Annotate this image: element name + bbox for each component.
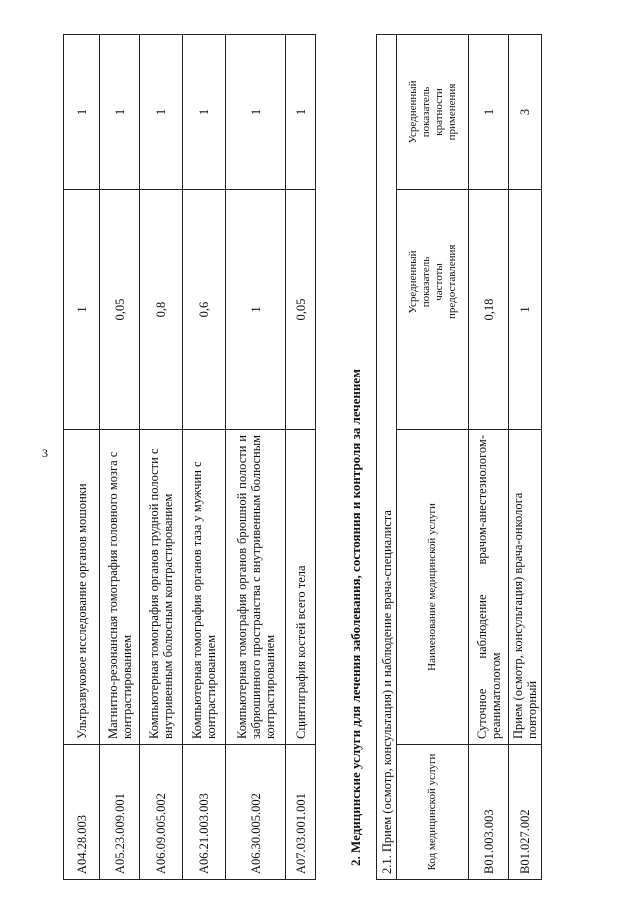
frequency-value: 0,18 [469, 190, 509, 430]
service-code: A06.30.005.002 [226, 745, 286, 880]
multiplicity-value: 1 [100, 35, 140, 190]
frequency-value: 0,8 [140, 190, 183, 430]
table-row [469, 34, 509, 879]
table-row [64, 35, 100, 880]
service-name: Компьютерная томография органов брюшной полости и забрюшинного пространства с внутривенным болюсным контрастированием [226, 430, 286, 745]
service-name: Компьютерная томография органов грудной полости с внутривенным болюсным контрастированием [140, 430, 183, 745]
frequency-value: 0,05 [100, 190, 140, 430]
service-name: Сцинтиграфия костей всего тела [286, 430, 316, 745]
service-name: Ультразвуковое исследование органов мошонки [64, 430, 100, 745]
services-table-2 [376, 34, 542, 880]
subsection-title: 2.1. Прием (осмотр, консультация) и наблюдение врача-специалиста [377, 34, 397, 879]
service-code: B01.027.002 [509, 745, 542, 880]
service-code: A06.21.003.003 [183, 745, 226, 880]
section-title: 2. Медицинские услуги для лечения заболевания, состояния и контроля за лечением [348, 368, 363, 866]
name-part: Суточное [474, 688, 489, 739]
header-name: Наименование медицинской услуги [397, 430, 469, 745]
rotated-content [50, 10, 630, 880]
table-row [286, 35, 316, 880]
multiplicity-value: 1 [140, 35, 183, 190]
multiplicity-value: 3 [509, 34, 542, 189]
frequency-value: 0,6 [183, 190, 226, 430]
header-frequency: Усредненный показатель частоты предоставления [397, 190, 469, 430]
service-name: Магнитно-резонансная томография головного мозга с контрастированием [100, 430, 140, 745]
service-code: A06.09.005.002 [140, 745, 183, 880]
multiplicity-value: 1 [469, 34, 509, 189]
frequency-value: 1 [226, 190, 286, 430]
table-row [509, 34, 542, 879]
name-part: врачом-анестезиологом- [474, 435, 489, 565]
table-row [100, 35, 140, 880]
multiplicity-value: 1 [64, 35, 100, 190]
table-row [226, 35, 286, 880]
service-name: Компьютерная томография органов таза у мужчин с контрастированием [183, 430, 226, 745]
service-code: A07.03.001.001 [286, 745, 316, 880]
multiplicity-value: 1 [286, 35, 316, 190]
frequency-value: 1 [509, 190, 542, 430]
subheader-row [377, 34, 397, 879]
header-row [397, 34, 469, 879]
service-name [469, 430, 509, 745]
frequency-value: 1 [64, 190, 100, 430]
header-code: Код медицинской услуги [397, 745, 469, 880]
page-number: 3 [42, 446, 48, 460]
header-multiplicity: Усредненный показатель кратности применения [397, 34, 469, 189]
name-part: реаниматологом [488, 652, 503, 739]
multiplicity-value: 1 [226, 35, 286, 190]
frequency-value: 0,05 [286, 190, 316, 430]
service-name: Прием (осмотр, консультация) врача-онколога повторный [509, 430, 542, 745]
service-code: A05.23.009.001 [100, 745, 140, 880]
table-row [140, 35, 183, 880]
services-table-1 [63, 34, 316, 880]
multiplicity-value: 1 [183, 35, 226, 190]
table-row [183, 35, 226, 880]
service-code: A04.28.003 [64, 745, 100, 880]
name-part: наблюдение [474, 594, 489, 659]
service-code: B01.003.003 [469, 745, 509, 880]
